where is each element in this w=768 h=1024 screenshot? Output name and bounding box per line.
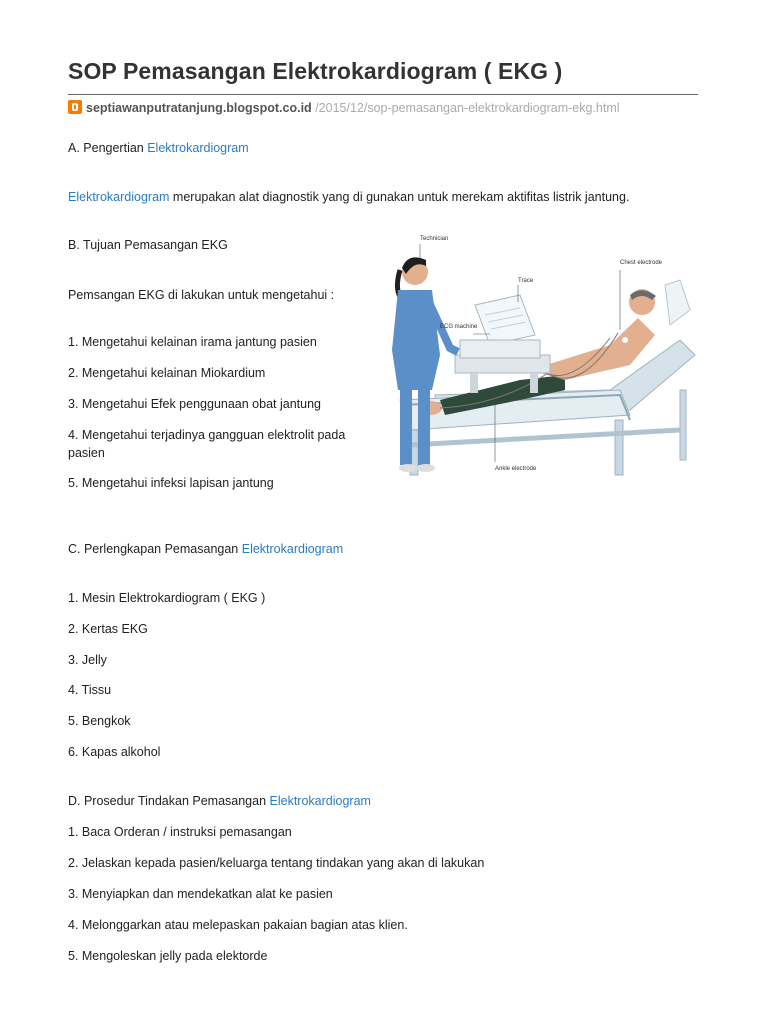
list-item: 2. Kertas EKG [68, 622, 148, 636]
list-item: 4. Mengetahui terjadinya gangguan elektrolit pada pasien [68, 428, 346, 460]
label-chest-electrode: Chest electrode [620, 260, 663, 266]
list-item: 3. Mengetahui Efek penggunaan obat jantung [68, 397, 321, 411]
list-item: 3. Menyiapkan dan mendekatkan alat ke pasien [68, 887, 333, 901]
label-ankle-electrode: Ankle electrode [495, 466, 537, 472]
list-item: 4. Tissu [68, 683, 112, 697]
section-a-body [68, 188, 629, 206]
ecg-procedure-illustration [380, 230, 700, 480]
label-ecg-machine: ECG machine [440, 324, 478, 330]
list-item: 1. Mengetahui kelainan irama jantung pasien [68, 335, 317, 349]
label-trace: Trace [518, 278, 534, 284]
list-item: 1. Mesin Elektrokardiogram ( EKG ) [68, 591, 266, 605]
title-divider [68, 94, 698, 95]
section-b-heading: B. Tujuan Pemasangan EKG [68, 238, 228, 252]
list-item: 4. Melonggarkan atau melepaskan pakaian bagian atas klien. [68, 918, 408, 932]
list-item: 5. Mengoleskan jelly pada elektorde [68, 949, 268, 963]
section-a-heading-text: A. Pengertian [68, 141, 148, 155]
source-path[interactable]: /2015/12/sop-pemasangan-elektrokardiogram-ekg.html [315, 101, 620, 115]
source-domain-link[interactable]: septiawanputratanjung.blogspot.co.id [86, 101, 312, 115]
list-item: 5. Bengkok [68, 714, 131, 728]
label-technician: Technician [420, 236, 449, 242]
elektrokardiogram-link[interactable]: Elektrokardiogram [269, 794, 371, 808]
section-d-heading [68, 792, 371, 810]
list-item: 6. Kapas alkohol [68, 745, 161, 759]
list-item: 1. Baca Orderan / instruksi pemasangan [68, 825, 292, 839]
list-item: 5. Mengetahui infeksi lapisan jantung [68, 476, 274, 490]
section-c-heading-text: C. Perlengkapan Pemasangan [68, 542, 242, 556]
section-d-heading-text: D. Prosedur Tindakan Pemasangan [68, 794, 270, 808]
elektrokardiogram-link[interactable]: Elektrokardiogram [68, 190, 170, 204]
section-b-intro: Pemsangan EKG di lakukan untuk mengetahui : [68, 288, 335, 302]
section-a-body-text: merupakan alat diagnostik yang di gunakan untuk merekam aktifitas listrik jantung. [169, 190, 630, 204]
section-c-heading [68, 540, 343, 558]
blogger-icon [68, 100, 82, 114]
list-item: 2. Mengetahui kelainan Miokardium [68, 366, 266, 380]
source-line [68, 100, 620, 115]
elektrokardiogram-link[interactable]: Elektrokardiogram [147, 141, 249, 155]
list-item: 3. Jelly [68, 653, 107, 667]
list-item: 2. Jelaskan kepada pasien/keluarga tentang tindakan yang akan di lakukan [68, 856, 485, 870]
page-title: SOP Pemasangan Elektrokardiogram ( EKG ) [68, 58, 563, 84]
elektrokardiogram-link[interactable]: Elektrokardiogram [241, 542, 344, 556]
section-a-heading [68, 139, 249, 157]
